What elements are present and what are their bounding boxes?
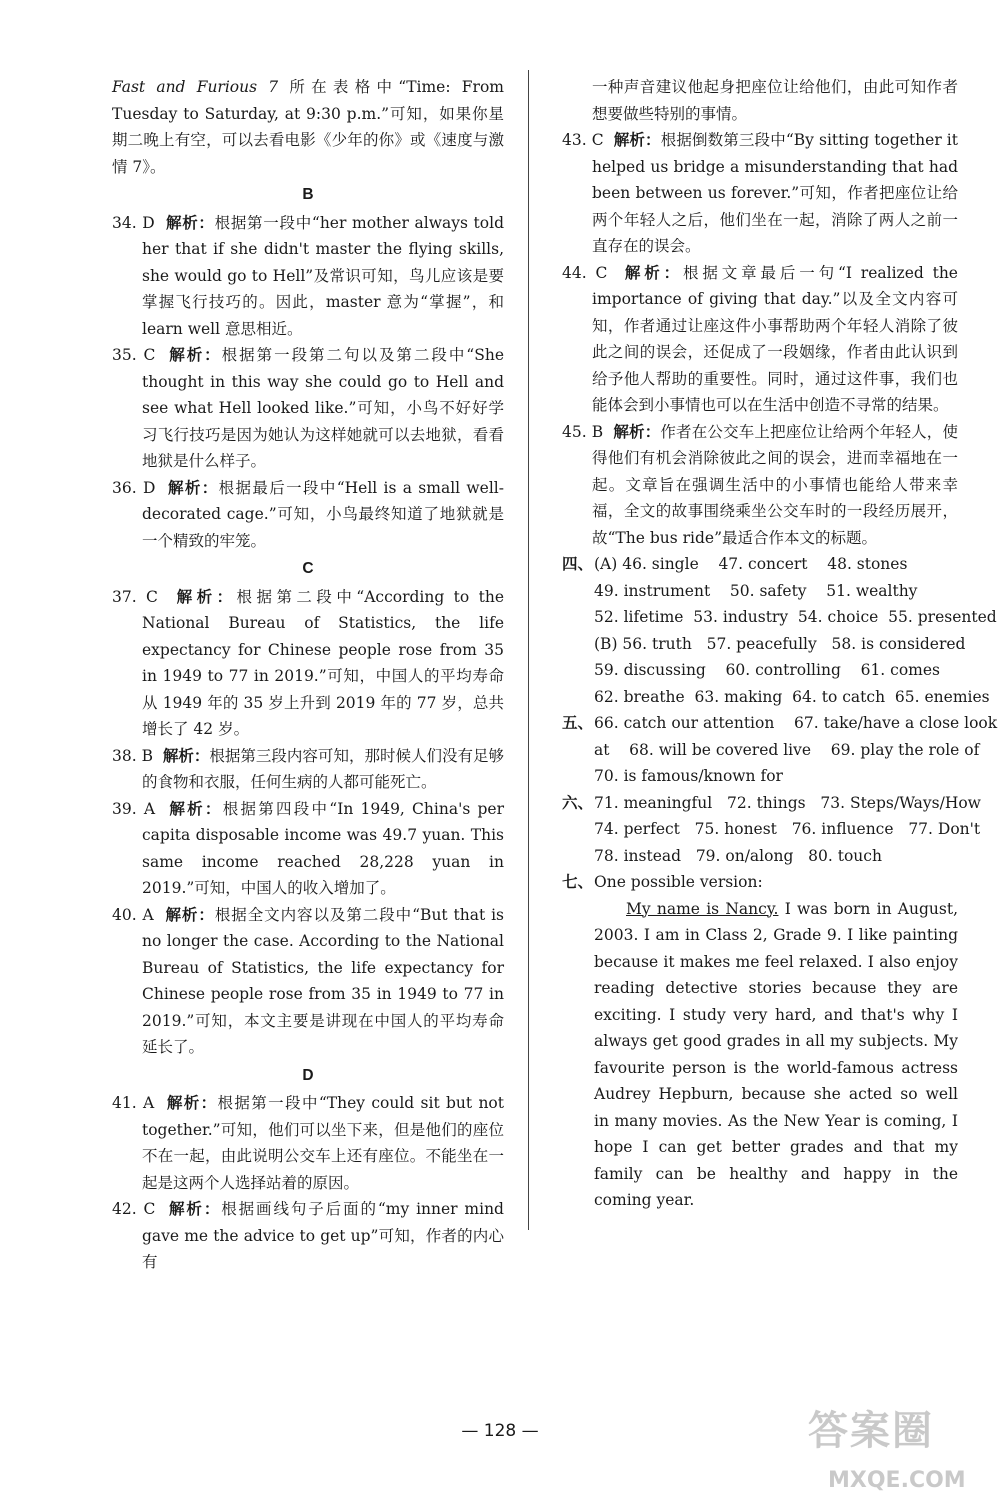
intro-title: Fast and Furious 7: [112, 78, 279, 96]
part-5-line: at 68. will be covered live 69. play the role of: [594, 740, 980, 759]
part-4-label: 四、: [562, 554, 594, 573]
part-4-line: 59. discussing 60. controlling 61. comes: [594, 661, 940, 679]
section-c-heading: C: [302, 560, 314, 577]
answer-item-39: 39. A 解析：根据第四段中“In 1949, China's per capita disposable income was 49.7 yuan. This same income reached 28,228 yuan in 2019.”可知，中国人的收入增加了。: [112, 798, 504, 897]
part-4-line: (A) 46. single 47. concert 48. stones: [594, 555, 908, 573]
intro-paragraph: [112, 74, 504, 180]
section-b-heading: B: [302, 186, 314, 203]
answer-item-43: 43. C 解析：根据倒数第三段中“By sitting together it helped us bridge a misunderstanding that had been between us forever.”可知，作者把座位让给两个年轻人之后，他们坐在一起，消除了两人之前一直存在的误会。: [562, 130, 958, 255]
part-6-label: 六、: [562, 792, 594, 812]
part-5: [562, 710, 998, 790]
answer-item-45: 45. B 解析：作者在公交车上把座位让给两个年轻人，使得他们有机会消除彼此之间的误会，进而幸福地在一起。文章旨在强调生活中的小事情也能给人带来幸福，全文的故事围绕乘坐公交车时的一段经历展开，故“The bus ride”最适合作本文的标题。: [562, 421, 958, 547]
right-column: [562, 74, 998, 1214]
part-7: [562, 869, 958, 1214]
answer-item-34: 34. D 解析：根据第一段中“her mother always told her that if she didn't master the flying skills, she would go to Hell”及常识可知，鸟儿应该是要掌握飞行技巧的。因此，master 意为“掌握”，和 learn well 意思相近。: [112, 212, 504, 338]
part-6: [562, 790, 981, 870]
answer-42-continued: 一种声音建议他起身把座位让给他们，由此可知作者想要做些特别的事情。: [592, 78, 958, 123]
part-4-line: 62. breathe 63. making 64. to catch 65. enemies: [594, 687, 990, 706]
left-column: [112, 74, 504, 1276]
part-7-label: 七、: [562, 872, 594, 891]
part-6-line: 78. instead 79. on/along 80. touch: [594, 846, 882, 865]
column-divider: [528, 70, 529, 1230]
watermark-url: MXQE.COM: [828, 1468, 966, 1493]
essay-underlined-opening: My name is Nancy.: [626, 899, 779, 918]
part-4-line: 52. lifetime 53. industry 54. choice 55. presented: [594, 608, 997, 626]
part-4-line: (B) 56. truth 57. peacefully 58. is considered: [594, 634, 966, 653]
part-4: [562, 551, 997, 710]
part-5-label: 五、: [562, 713, 594, 732]
section-d-heading: D: [302, 1066, 314, 1084]
answer-item-36: 36. D 解析：根据最后一段中“Hell is a small well-decorated cage.”可知，小鸟最终知道了地狱就是一个精致的牢笼。: [112, 477, 504, 550]
part-5-line: 66. catch our attention 67. take/have a close look: [594, 714, 998, 732]
answer-item-44: 44. C 解析：根据文章最后一句“I realized the importance of giving that day.”以及全文内容可知，作者通过让座这件小事帮助两个年轻人消除了彼此之间的误会，还促成了一段姻缘，作者由此认识到给予他人帮助的重要性。同时，通过这件事，我们也能体会到小事情也可以在生活中创造不寻常的结果。: [562, 262, 958, 414]
watermark-text: 答案圈: [808, 1408, 934, 1454]
part-6-line: 74. perfect 75. honest 76. influence 77. Don't: [594, 820, 981, 838]
page-number: — 128 —: [461, 1421, 539, 1441]
part-4-line: 49. instrument 50. safety 51. wealthy: [594, 581, 918, 600]
part-6-line: 71. meaningful 72. things 73. Steps/Ways/How: [594, 793, 981, 812]
answer-item-42: 42. C 解析：根据画线句子后面的“my inner mind gave me the advice to get up”可知，作者的内心有: [112, 1199, 504, 1271]
part-7-heading: One possible version:: [594, 873, 763, 891]
sample-essay: [594, 896, 958, 1214]
site-watermark-logo: [808, 1408, 990, 1496]
intro-text: 所在表格中“Time: From Tuesday to Saturday, at 9:30 p.m.”可知，如果你星期二晚上有空，可以去看电影《少年的你》或《速度与激情 7》。: [112, 78, 504, 176]
answer-item-37: 37. C 解析：根据第二段中“According to the National Bureau of Statistics, the life expectancy for Chinese people rose from 35 in 1949 to 77 in 2019.”可知，中国人的平均寿命从 1949 年的 35 岁上升到 2019 年的 77 岁，总共增长了 42 岁。: [112, 586, 504, 738]
part-5-line: 70. is famous/known for: [594, 767, 783, 785]
answer-item-40: 40. A 解析：根据全文内容以及第二段中“But that is no longer the case. According to the National Bureau of Statistics, the life expectancy for Chinese people rose from 35 in 1949 to 77 in 2019.”可知，本文主要是讲现在中国人的平均寿命延长了。: [112, 904, 504, 1056]
answer-item-35: 35. C 解析：根据第一段第二句以及第二段中“She thought in this way she could go to Hell and see what Hell looked like.”可知，小鸟不好好学习飞行技巧是因为她认为这样她就可以去地狱，看看地狱是什么样子。: [112, 345, 505, 470]
answer-item-38: 38. B 解析：根据第三段内容可知，那时候人们没有足够的食物和衣服，任何生病的人都可能死亡。: [112, 745, 504, 791]
answer-item-41: 41. A 解析：根据第一段中“They could sit but not together.”可知，他们可以坐下来，但是他们的座位不在一起，由此说明公交车上还有座位。不能坐在一起是这两个人选择站着的原因。: [112, 1093, 504, 1192]
essay-body: I was born in August, 2003. I am in Class 2, Grade 9. I like painting because it makes me feel relaxed. I also enjoy reading detective stories because they are exciting. I study very hard, and that's why I always get good grades in all my subjects. My favourite person is the world-famous actress Audrey Hepburn, because she acted so well in many movies. As the New Year is coming, I hope I can get better grades and that my family can be healthy and happy in the coming year.: [594, 899, 959, 1209]
